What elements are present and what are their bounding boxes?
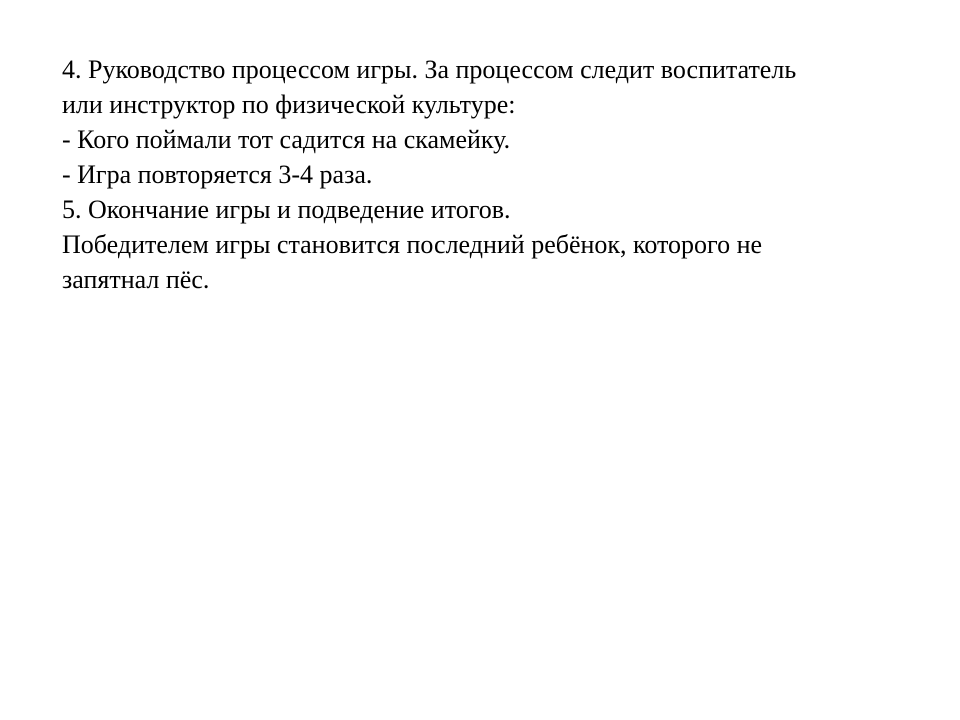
text-line: запятнал пёс. [62,265,210,294]
text-line: или инструктор по физической культуре: [62,90,516,119]
text-line: 4. Руководство процессом игры. За процессом следит воспитатель [62,55,797,84]
text-line: 5. Окончание игры и подведение итогов. [62,195,511,224]
slide-text-block [62,52,912,297]
text-line: Победителем игры становится последний ребёнок, которого не [62,230,763,259]
text-line: - Кого поймали тот садится на скамейку. [62,125,511,154]
text-line: - Игра повторяется 3-4 раза. [62,160,373,189]
